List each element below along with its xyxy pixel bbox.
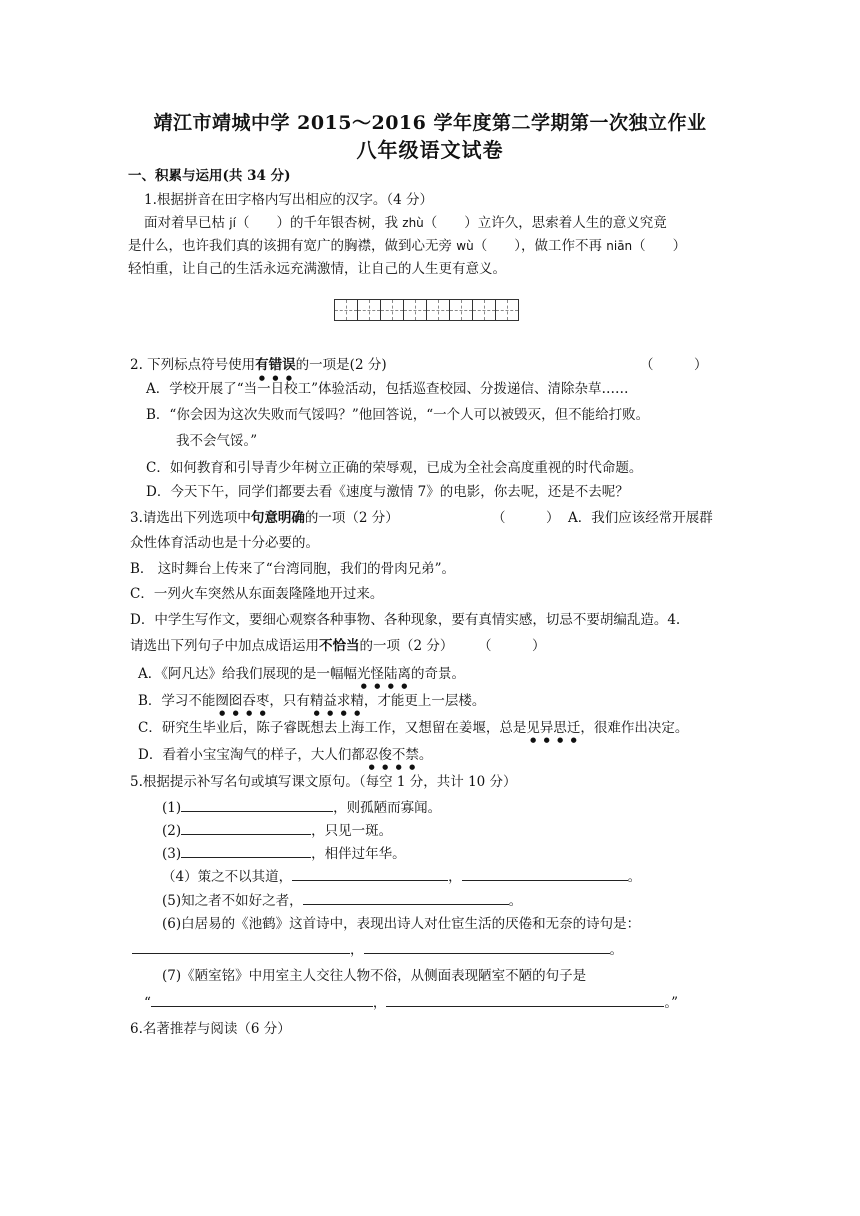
q4-option-d	[138, 745, 432, 771]
q1-text: （ ）立许久，思索着人生的意义究竟	[423, 215, 667, 231]
q4-stem	[130, 636, 453, 656]
q1-text: 面对着早已枯	[144, 215, 230, 231]
q3-option-a-cont: 众性体育活动也是十分必要的。	[130, 535, 319, 551]
q5-item5	[162, 890, 522, 911]
q4-option-a	[138, 664, 465, 690]
pinyin: jí	[229, 216, 236, 230]
q5-item4	[162, 866, 641, 887]
q2-stem-text: 的一项是(2 分)	[295, 357, 387, 373]
q4-text: C．研究生毕业后，陈子睿既想去上海工作，又想留在姜堰，总是	[138, 720, 527, 736]
item-text: ，相伴过年华。	[311, 846, 406, 862]
q4-text: ，只有	[269, 693, 310, 709]
q5-item2	[162, 820, 392, 841]
item-number: (2)	[162, 823, 182, 839]
q4-text: 的奇景。	[411, 666, 465, 682]
dotted-idiom: 见异思迁	[526, 720, 581, 736]
item-text: ，	[372, 995, 387, 1011]
item-text: ，	[448, 869, 462, 885]
q1-text: （ ）	[632, 238, 687, 254]
item-number: (3)	[162, 846, 182, 862]
answer-blank[interactable]	[462, 866, 628, 881]
q4-option-c	[138, 718, 688, 744]
q5-item1	[162, 797, 441, 818]
q3-stem-text: 的一项（2 分）	[304, 510, 399, 526]
q4-stem-text: 请选出下列句子中加点成语运用	[130, 638, 319, 654]
item-text: ，	[350, 942, 364, 958]
q2-stem-text: 2. 下列标点符号使用	[130, 357, 256, 373]
q1-para-line3: 轻怕重，让自己的生活永远充满激情，让自己的人生更有意义。	[128, 261, 506, 277]
q3-stem	[130, 508, 399, 528]
q5-item6: (6)白居易的《池鹤》这首诗中，表现出诗人对仕宦生活的厌倦和无奈的诗句是：	[162, 916, 641, 932]
q1-para-line2	[128, 236, 686, 256]
answer-blank[interactable]	[292, 866, 448, 881]
tianzige-grid[interactable]	[334, 299, 519, 321]
q5-item7-blanks	[144, 992, 678, 1013]
grid-cell[interactable]	[404, 300, 427, 321]
answer-blank[interactable]	[181, 843, 311, 858]
q5-item6-blanks	[132, 939, 623, 960]
q4-text: A．《阿凡达》给我们展现的是一幅幅	[138, 666, 357, 682]
answer-blank[interactable]	[151, 992, 373, 1007]
item-text: 。”	[664, 995, 679, 1011]
grid-cell[interactable]	[358, 300, 381, 321]
exam-title-line2: 八年级语文试卷	[356, 138, 504, 162]
grid-cell[interactable]	[427, 300, 450, 321]
grid-cell[interactable]	[450, 300, 473, 321]
dotted-idiom: 忍俊不禁	[364, 747, 419, 763]
grid-cell[interactable]	[381, 300, 404, 321]
q6-stem: 6.名著推荐与阅读（6 分）	[130, 1021, 291, 1037]
q2-emphasis: 有错误	[255, 357, 296, 373]
q4-text: ，很难作出决定。	[580, 720, 689, 736]
answer-blank[interactable]	[386, 992, 664, 1007]
q3-answer-paren[interactable]: （ ）	[492, 510, 560, 526]
q3-option-a: A．我们应该经常开展群	[568, 510, 713, 526]
pinyin: niān	[606, 239, 633, 253]
q4-option-b	[138, 691, 485, 717]
q3-stem-text: 3.请选出下列选项中	[130, 510, 251, 526]
item-text: ，只见一斑。	[311, 823, 393, 839]
item-text: “	[144, 995, 151, 1011]
q2-option-a: A．学校开展了“当一日校工”体验活动，包括巡查校园、分拨递信、清除杂草……	[146, 381, 629, 397]
q4-answer-paren[interactable]: （ ）	[478, 638, 546, 654]
q1-text: 是什么，也许我们真的该拥有宽广的胸襟，做到心无旁	[128, 238, 457, 254]
dotted-idiom: 光怪陆离	[357, 666, 411, 682]
item-text: 。	[627, 869, 642, 885]
item-text: （4）策之不以其道，	[162, 869, 293, 885]
q2-option-b: B．“你会因为这次失败而气馁吗？”他回答说，“一个人可以被毁灭，但不能给打败。	[146, 407, 650, 423]
q5-stem: 5.根据提示补写名句或填写课文原句。（每空 1 分，共计 10 分）	[130, 774, 517, 790]
q3-option-c: C．一列火车突然从东面轰隆隆地开过来。	[130, 586, 384, 602]
q4-text: 。	[418, 747, 433, 763]
q1-stem: 1.根据拼音在田字格内写出相应的汉字。（4 分）	[144, 192, 434, 208]
q5-item7: (7)《陋室铭》中用室主人交往人物不俗，从侧面表现陋室不陋的句子是	[162, 968, 587, 984]
answer-blank[interactable]	[132, 939, 350, 954]
item-number: (1)	[162, 800, 182, 816]
section-heading: 一、积累与运用(共 34 分)	[128, 168, 291, 184]
grid-cell[interactable]	[335, 300, 358, 321]
dotted-idiom: 精益求精	[309, 693, 364, 709]
q2-answer-paren[interactable]: （ ）	[640, 357, 708, 373]
q1-text: （ ）的千年银杏树，我	[235, 215, 403, 231]
item-text: 。	[508, 893, 523, 909]
q2-option-c: C．如何教育和引导青少年树立正确的荣辱观，已成为全社会高度重视的时代命题。	[146, 460, 643, 476]
dotted-idiom: 囫囵吞枣	[215, 693, 270, 709]
q3-option-b: B． 这时舞台上传来了“台湾同胞，我们的骨肉兄弟”。	[130, 561, 456, 577]
q1-text: （ ），做工作不再	[473, 238, 607, 254]
pinyin: zhù	[402, 216, 424, 230]
answer-blank[interactable]	[364, 939, 610, 954]
q4-text: D．看着小宝宝淘气的样子，大人们都	[138, 747, 365, 763]
item-text: (5)知之者不如好之者，	[162, 893, 303, 909]
exam-title-line1: 靖江市靖城中学 2015～2016 学年度第二学期第一次独立作业	[153, 112, 707, 134]
answer-blank[interactable]	[181, 797, 333, 812]
q3-option-d: D．中学生写作文，要细心观察各种事物、各种现象，要有真情实感，切忌不要胡编乱造。4.	[130, 612, 681, 628]
q3-emphasis: 句意明确	[250, 510, 305, 526]
grid-cell[interactable]	[473, 300, 496, 321]
q5-item3	[162, 843, 406, 864]
q4-emphasis: 不恰当	[319, 638, 360, 654]
grid-cell[interactable]	[496, 300, 519, 321]
q2-option-b-cont: 我不会气馁。”	[176, 433, 258, 449]
q4-stem-text: 的一项（2 分）	[359, 638, 454, 654]
q4-text: B．学习不能	[138, 693, 216, 709]
item-text: ，则孤陋而寡闻。	[333, 800, 442, 816]
pinyin: wù	[456, 239, 474, 253]
q2-stem	[130, 355, 387, 382]
q4-text: ，才能更上一层楼。	[363, 693, 486, 709]
answer-blank[interactable]	[181, 820, 311, 835]
q2-option-d: D．今天下午，同学们都要去看《速度与激情 7》的电影，你去呢，还是不去呢？	[146, 484, 629, 500]
item-text: 。	[609, 942, 623, 958]
answer-blank[interactable]	[303, 890, 509, 905]
q1-para-line1	[144, 213, 667, 233]
